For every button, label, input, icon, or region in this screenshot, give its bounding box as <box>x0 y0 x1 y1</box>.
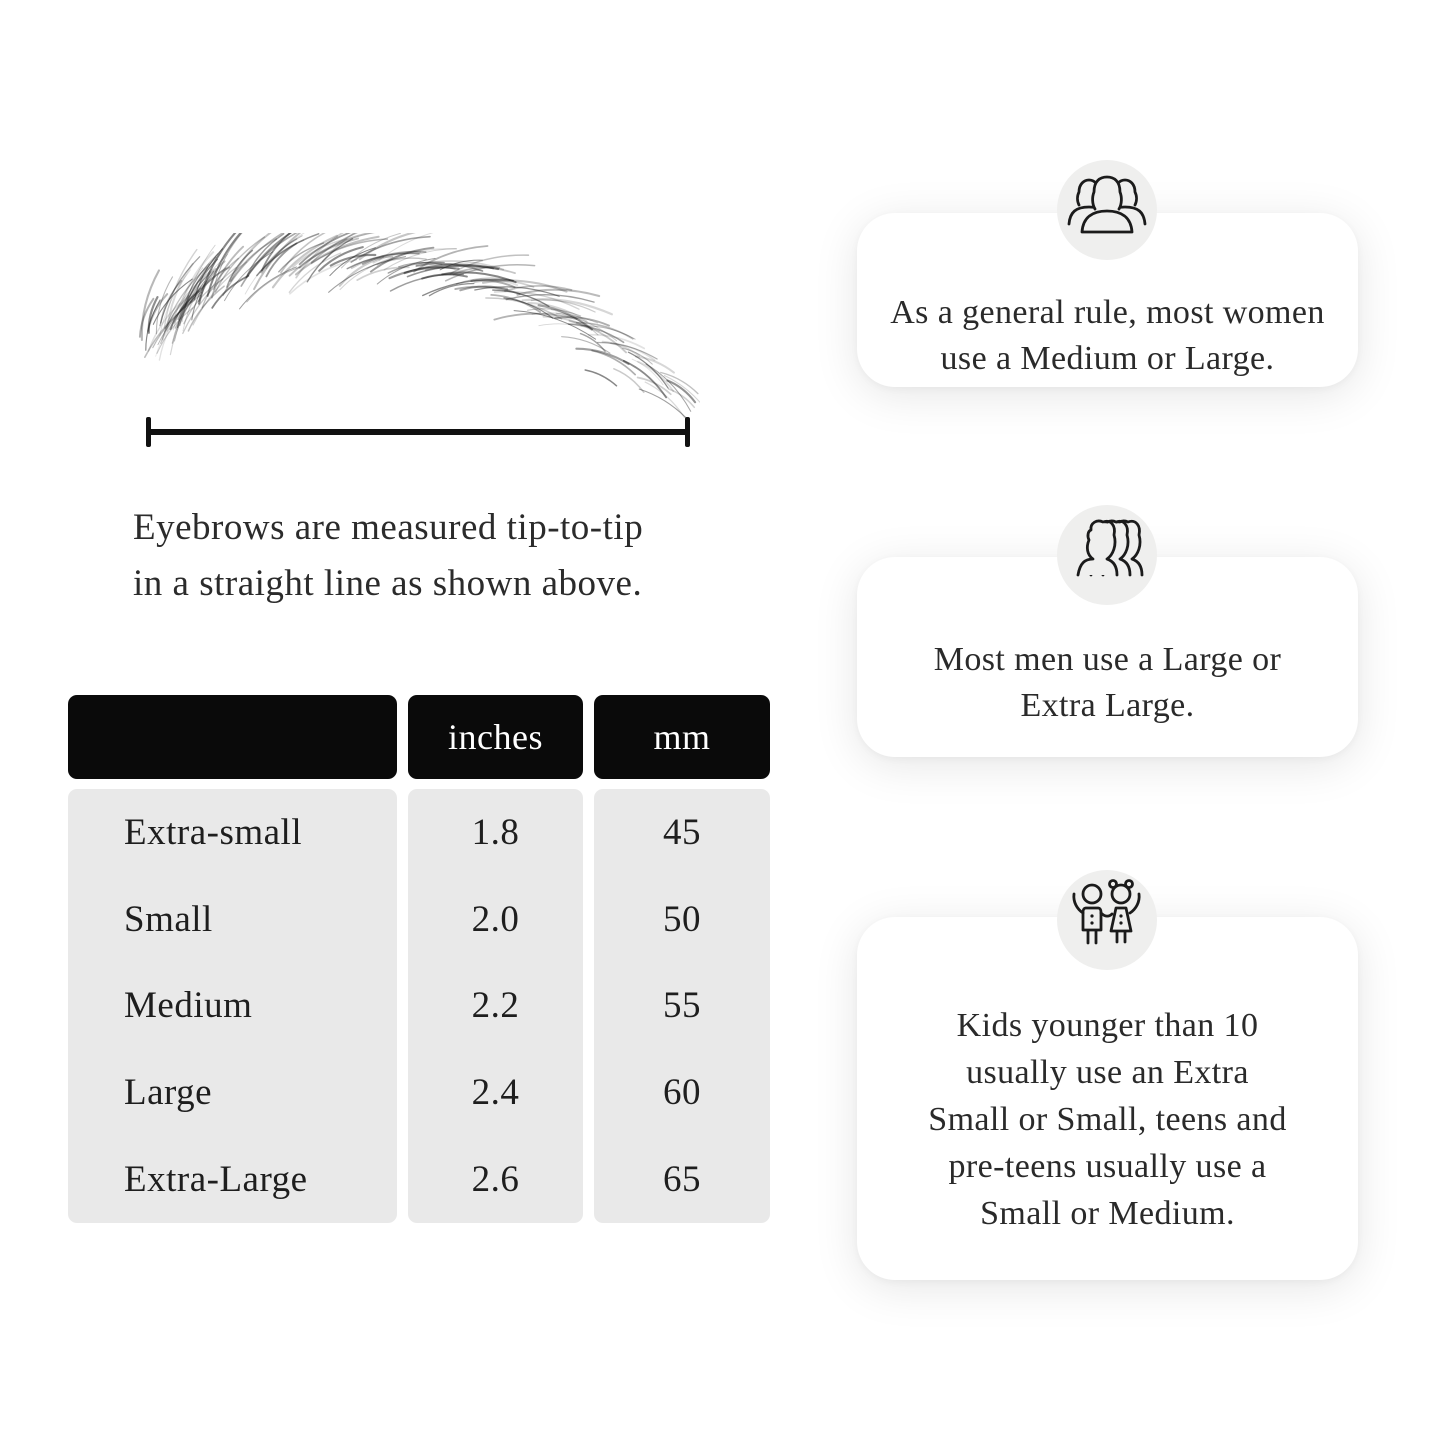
kids-info-line-1: Kids younger than 10 <box>956 1007 1259 1044</box>
kids-info-card <box>857 917 1358 1280</box>
inches-value: 2.2 <box>471 985 520 1027</box>
size-table-header-blank <box>68 695 397 779</box>
size-label: Extra-Large <box>124 1159 308 1201</box>
kids-info-line-5: Small or Medium. <box>980 1195 1235 1232</box>
caption-line-2: in a straight line as shown above. <box>133 563 643 604</box>
kids-info-line-3: Small or Small, teens and <box>928 1101 1287 1138</box>
size-label: Small <box>124 898 213 940</box>
women-info-line-1: As a general rule, most women <box>890 294 1325 331</box>
women-info-line-2: use a Medium or Large. <box>940 340 1275 377</box>
eyebrow-illustration <box>100 233 700 418</box>
caption-line-1: Eyebrows are measured tip-to-tip <box>133 507 644 548</box>
mm-value: 55 <box>663 985 701 1027</box>
mm-value: 65 <box>663 1159 701 1201</box>
mm-value: 45 <box>663 811 701 853</box>
size-label: Large <box>124 1072 213 1114</box>
size-table-body-mm <box>594 789 770 1223</box>
measurement-line-bar <box>148 429 688 435</box>
men-info-line-1: Most men use a Large or <box>933 641 1282 678</box>
inches-value: 1.8 <box>471 811 520 853</box>
men-group-icon <box>1057 505 1157 605</box>
size-label: Medium <box>124 985 253 1027</box>
size-label: Extra-small <box>124 811 303 853</box>
inches-value: 2.4 <box>471 1072 520 1114</box>
inches-value: 2.0 <box>471 898 520 940</box>
inches-value: 2.6 <box>471 1159 520 1201</box>
women-icon-bubble <box>1057 160 1157 260</box>
size-table-column-sizes <box>68 695 397 1223</box>
women-group-icon <box>1057 160 1157 260</box>
measurement-line-right-tick <box>685 417 690 447</box>
kids-info-line-4: pre-teens usually use a <box>948 1148 1267 1185</box>
kids-info-line-2: usually use an Extra <box>966 1054 1249 1091</box>
mm-value: 60 <box>663 1072 701 1114</box>
men-icon-bubble <box>1057 505 1157 605</box>
size-table-body-inches <box>408 789 583 1223</box>
size-table-header-mm: mm <box>594 695 770 779</box>
men-info-line-2: Extra Large. <box>1020 687 1195 724</box>
size-table-body-labels <box>68 789 397 1223</box>
measurement-caption <box>133 500 753 612</box>
kids-icon-bubble <box>1057 870 1157 970</box>
size-table <box>68 695 770 1223</box>
size-table-column-mm <box>594 695 770 1223</box>
size-table-header-inches: inches <box>408 695 583 779</box>
measurement-line <box>148 417 688 447</box>
size-table-column-inches <box>408 695 583 1223</box>
kids-icon <box>1057 870 1157 970</box>
mm-value: 50 <box>663 898 701 940</box>
